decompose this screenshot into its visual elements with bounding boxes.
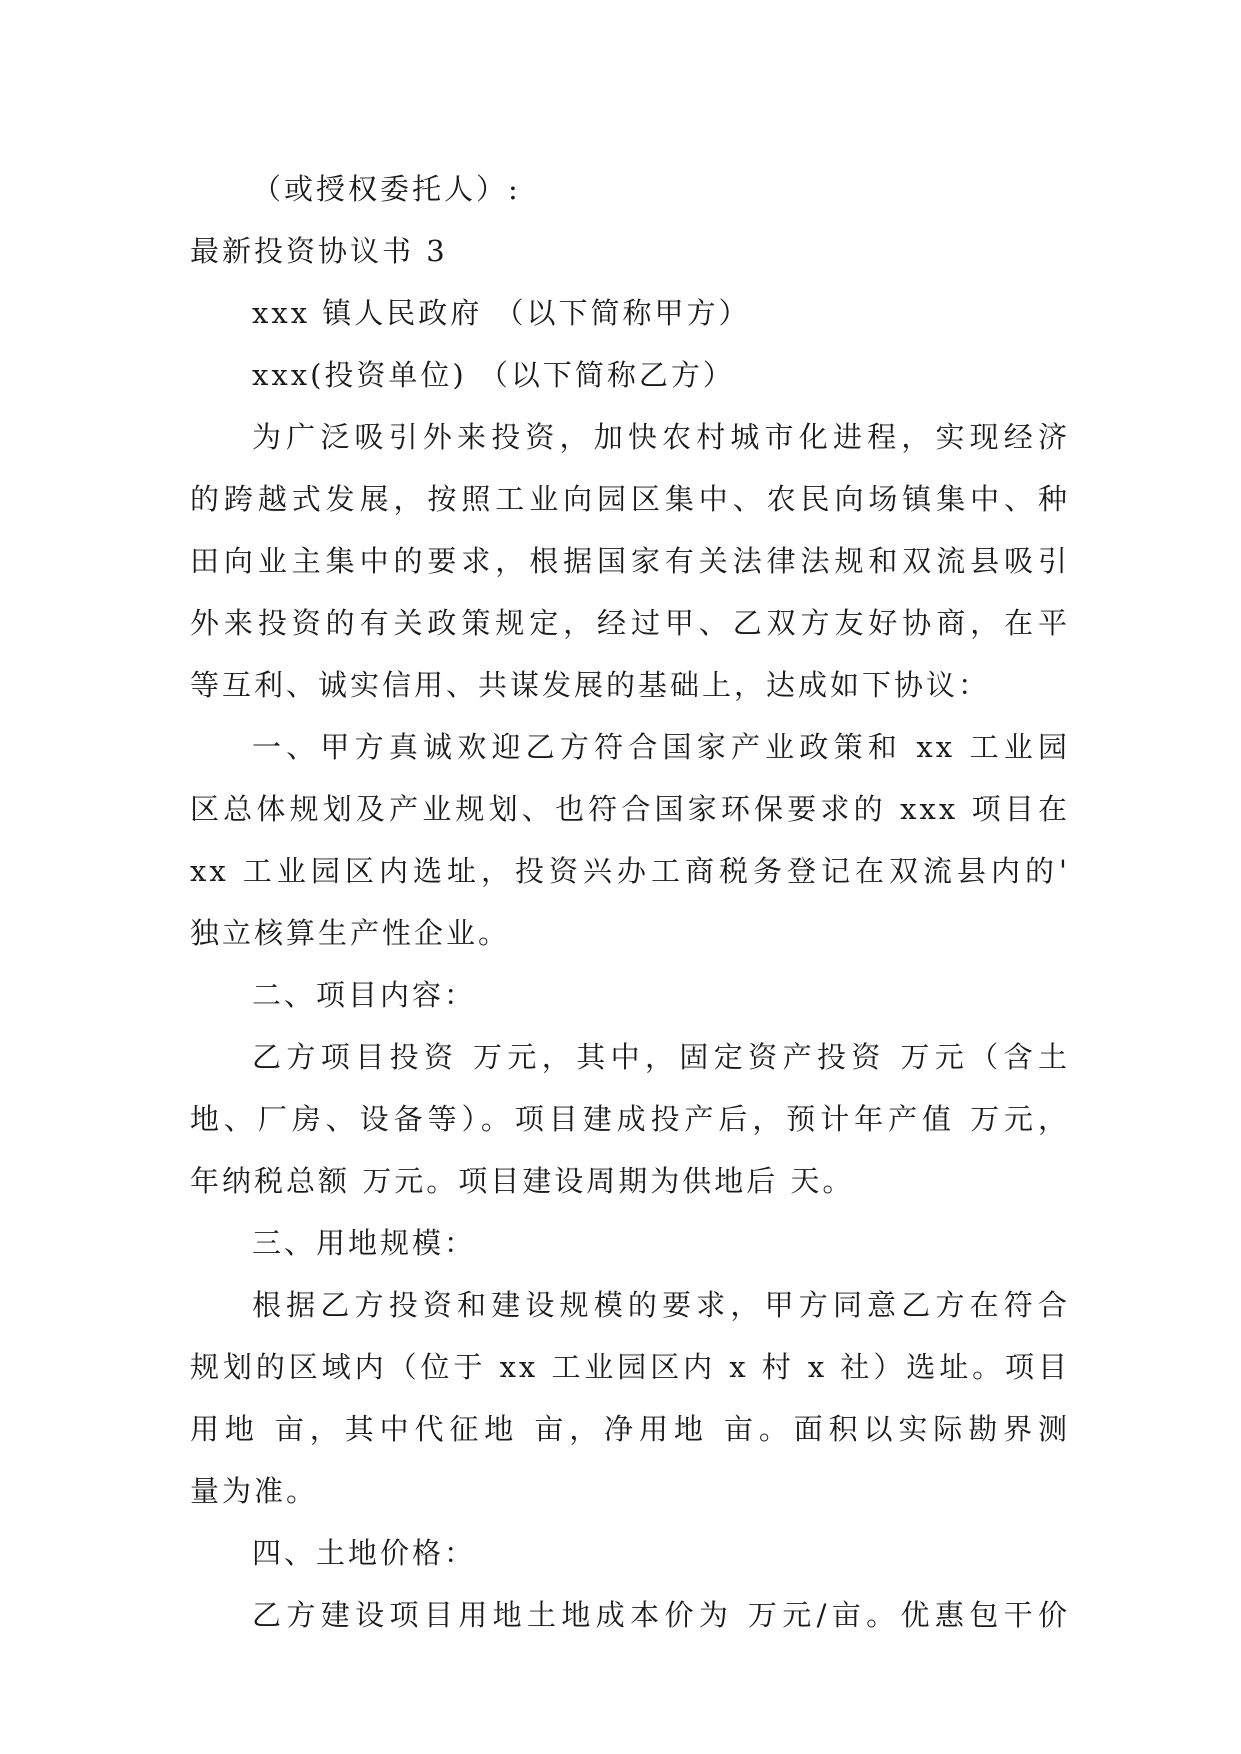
section-heading: 三、用地规模：: [252, 1226, 477, 1260]
document-title: 最新投资协议书 3: [190, 234, 448, 268]
paragraph-line: 乙方建设项目用地土地成本价为 万元/亩。优惠包干价: [252, 1598, 1070, 1632]
paragraph-line: 根据乙方投资和建设规模的要求，甲方同意乙方在符合: [252, 1288, 1070, 1322]
paragraph-line: 等互利、诚实信用、共谋发展的基础上，达成如下协议：: [190, 668, 991, 702]
party-a-line: xxx 镇人民政府 （以下简称甲方）: [252, 296, 751, 330]
clause-one-line: 独立核算生产性企业。: [190, 916, 511, 950]
paragraph-line: 的跨越式发展，按照工业向园区集中、农民向场镇集中、种: [190, 482, 1070, 516]
clause-one-line: xx 工业园区内选址，投资兴办工商税务登记在双流县内的': [190, 854, 1070, 888]
document-body: [190, 158, 1070, 1646]
paragraph-line: 为广泛吸引外来投资，加快农村城市化进程，实现经济: [252, 420, 1070, 454]
signatory-line: （或授权委托人）:: [252, 172, 521, 206]
paragraph-line: 用地 亩，其中代征地 亩，净用地 亩。面积以实际勘界测: [190, 1412, 1070, 1446]
clause-one-line: 区总体规划及产业规划、也符合国家环保要求的 xxx 项目在: [190, 792, 1070, 826]
paragraph-line: 外来投资的有关政策规定，经过甲、乙双方友好协商，在平: [190, 606, 1070, 640]
paragraph-line: 乙方项目投资 万元，其中，固定资产投资 万元（含土: [252, 1040, 1070, 1074]
paragraph-line: 规划的区域内（位于 xx 工业园区内 x 村 x 社）选址。项目: [190, 1350, 1070, 1384]
paragraph-line: 田向业主集中的要求，根据国家有关法律法规和双流县吸引: [190, 544, 1070, 578]
section-heading: 二、项目内容：: [252, 978, 477, 1012]
paragraph-line: 量为准。: [190, 1474, 319, 1508]
paragraph-line: 地、厂房、设备等）。项目建成投产后，预计年产值 万元，: [190, 1102, 1070, 1136]
paragraph-line: 年纳税总额 万元。项目建设周期为供地后 天。: [190, 1164, 855, 1198]
section-heading: 四、土地价格：: [252, 1536, 477, 1570]
party-b-line: xxx(投资单位) （以下简称乙方）: [252, 358, 735, 392]
clause-one-line: 一、甲方真诚欢迎乙方符合国家产业政策和 xx 工业园: [252, 730, 1070, 764]
